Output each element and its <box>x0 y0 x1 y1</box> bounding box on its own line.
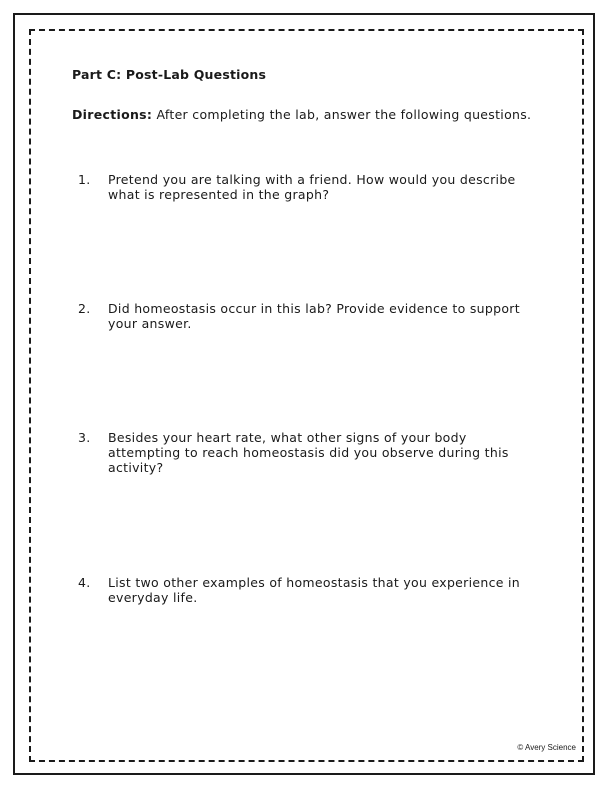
question-4 <box>72 575 537 605</box>
question-number: 4. <box>78 575 91 590</box>
question-text: Pretend you are talking with a friend. How would you describe what is represented in the graph? <box>108 172 516 202</box>
worksheet-content <box>72 66 537 605</box>
question-text: Did homeostasis occur in this lab? Provide evidence to support your answer. <box>108 301 520 331</box>
question-3 <box>72 430 537 475</box>
directions-label: Directions: <box>72 107 153 122</box>
directions-text: After completing the lab, answer the following questions. <box>152 107 532 122</box>
question-number: 2. <box>78 301 91 316</box>
directions <box>72 108 537 122</box>
question-number: 3. <box>78 430 91 445</box>
copyright-notice: © Avery Science <box>517 743 576 752</box>
question-2 <box>72 301 537 331</box>
question-number: 1. <box>78 172 91 187</box>
question-1 <box>72 172 537 202</box>
page-title: Part C: Post-Lab Questions <box>72 67 267 82</box>
page-dashed-border <box>29 29 584 762</box>
question-text: Besides your heart rate, what other signs of your body attempting to reach homeostasis did you observe during this activity? <box>108 430 509 475</box>
question-text: List two other examples of homeostasis that you experience in everyday life. <box>108 575 521 605</box>
